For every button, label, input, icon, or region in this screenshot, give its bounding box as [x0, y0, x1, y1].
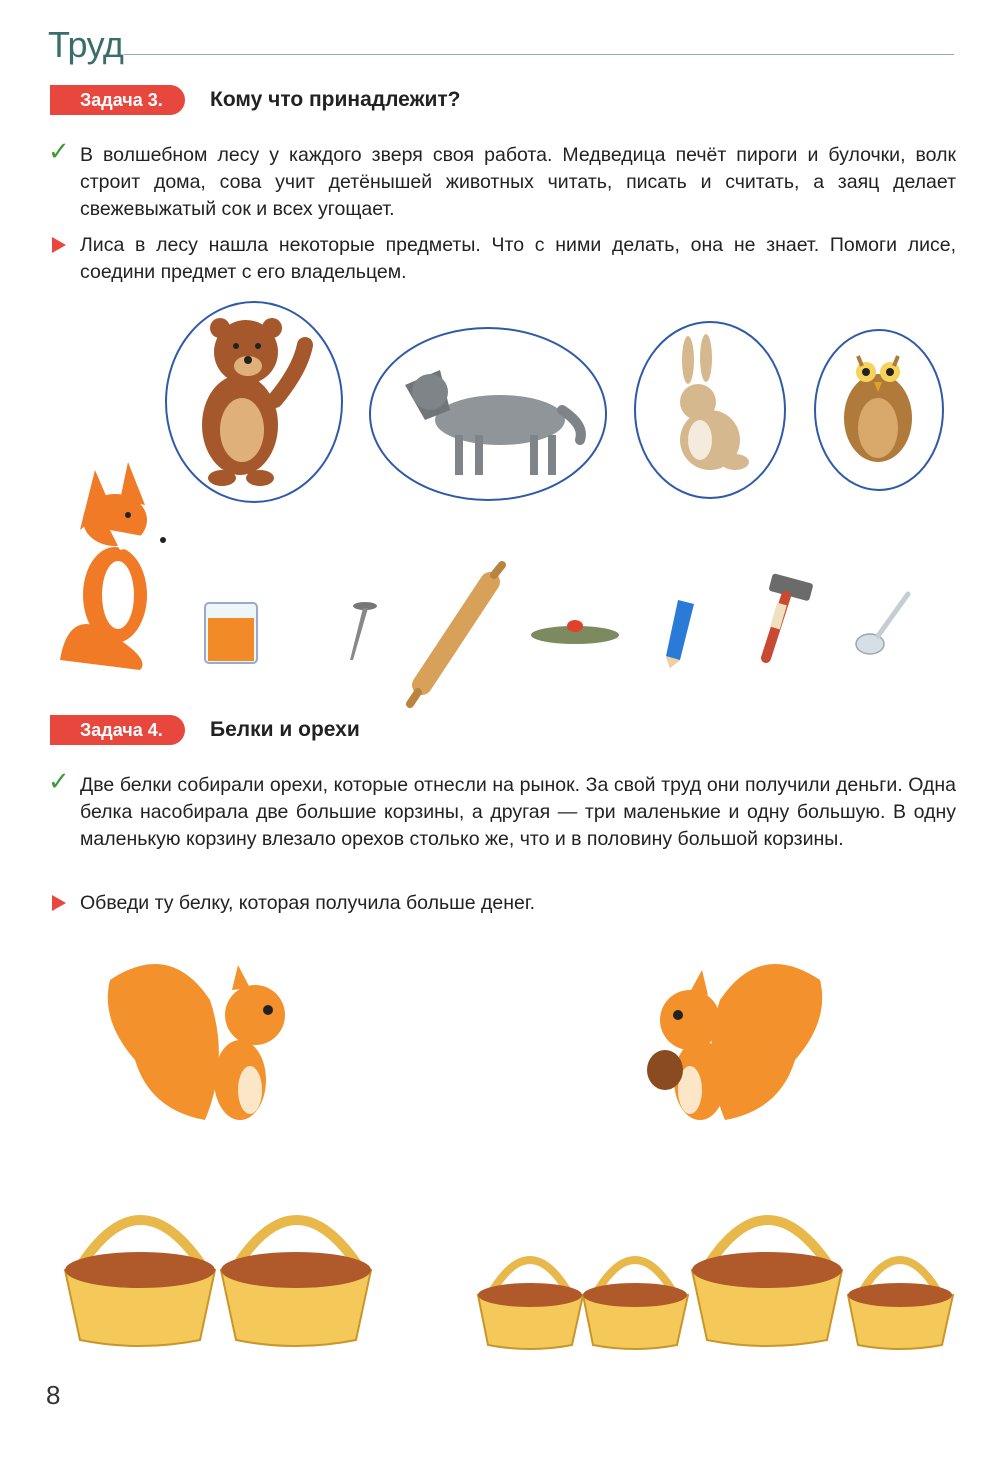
hare-icon	[680, 334, 749, 470]
task4-title: Белки и орехи	[210, 718, 360, 741]
basket-large	[221, 1220, 371, 1346]
arrow-marker-icon	[52, 895, 66, 911]
task3-title: Кому что принадлежит?	[210, 88, 461, 111]
basket-large	[65, 1220, 215, 1346]
hare-owner[interactable]	[635, 322, 785, 498]
basket-small	[848, 1260, 953, 1349]
hammer-icon[interactable]	[766, 573, 814, 658]
basket-small	[583, 1260, 688, 1349]
squirrel-icon	[647, 964, 822, 1120]
page-number: 8	[46, 1380, 61, 1410]
task3-illustration	[0, 0, 1000, 720]
bear-owner[interactable]	[166, 302, 342, 502]
bear-icon	[202, 318, 305, 486]
task4-intro: Две белки собирали орехи, которые отнесли на рынок. За свой труд они получили деньги. Одна белка насобирала две большие корзины, а другая — три маленькие и одну большую. В одну маленькую корзину влезало орехов столько же, что и в половину большой корзины.	[80, 774, 956, 850]
task3-instruction: Лиса в лесу нашла некоторые предметы. Что с ними делать, она не знает. Помоги лисе, соедини предмет с его владельцем.	[80, 234, 956, 283]
pencil-icon[interactable]	[666, 600, 694, 668]
glass-of-juice-icon[interactable]	[205, 603, 257, 663]
spoon-icon[interactable]	[856, 594, 908, 654]
task4-instruction: Обведи ту белку, которая получила больше денег.	[80, 892, 536, 914]
squirrel-icon	[108, 964, 285, 1120]
owl-icon	[844, 356, 912, 462]
task3-intro: В волшебном лесу у каждого зверя своя работа. Медведица печёт пироги и булочки, волк строит дома, сова учит детёнышей животных читать, писать и считать, а заяц делает свежевыжатый сок и всех угощает.	[80, 144, 956, 220]
owl-owner[interactable]	[815, 330, 943, 490]
basket-small	[478, 1260, 583, 1349]
right-squirrel[interactable]	[647, 964, 822, 1120]
basket-large	[692, 1220, 842, 1346]
left-squirrel[interactable]	[108, 964, 285, 1120]
task4-illustration	[0, 940, 1000, 1370]
fox-icon	[60, 462, 166, 670]
section-title: Труд	[48, 24, 124, 65]
rolling-pin-icon[interactable]	[410, 565, 502, 704]
wolf-icon	[405, 370, 581, 475]
nail-icon[interactable]	[350, 602, 377, 660]
checkmark-icon: ✓	[48, 136, 70, 166]
task3-badge: Задача 3.	[50, 85, 185, 115]
wolf-owner[interactable]	[370, 328, 606, 500]
task4-badge: Задача 4.	[50, 715, 185, 745]
pot-lid-icon[interactable]	[531, 620, 619, 644]
checkmark-icon: ✓	[48, 766, 70, 796]
